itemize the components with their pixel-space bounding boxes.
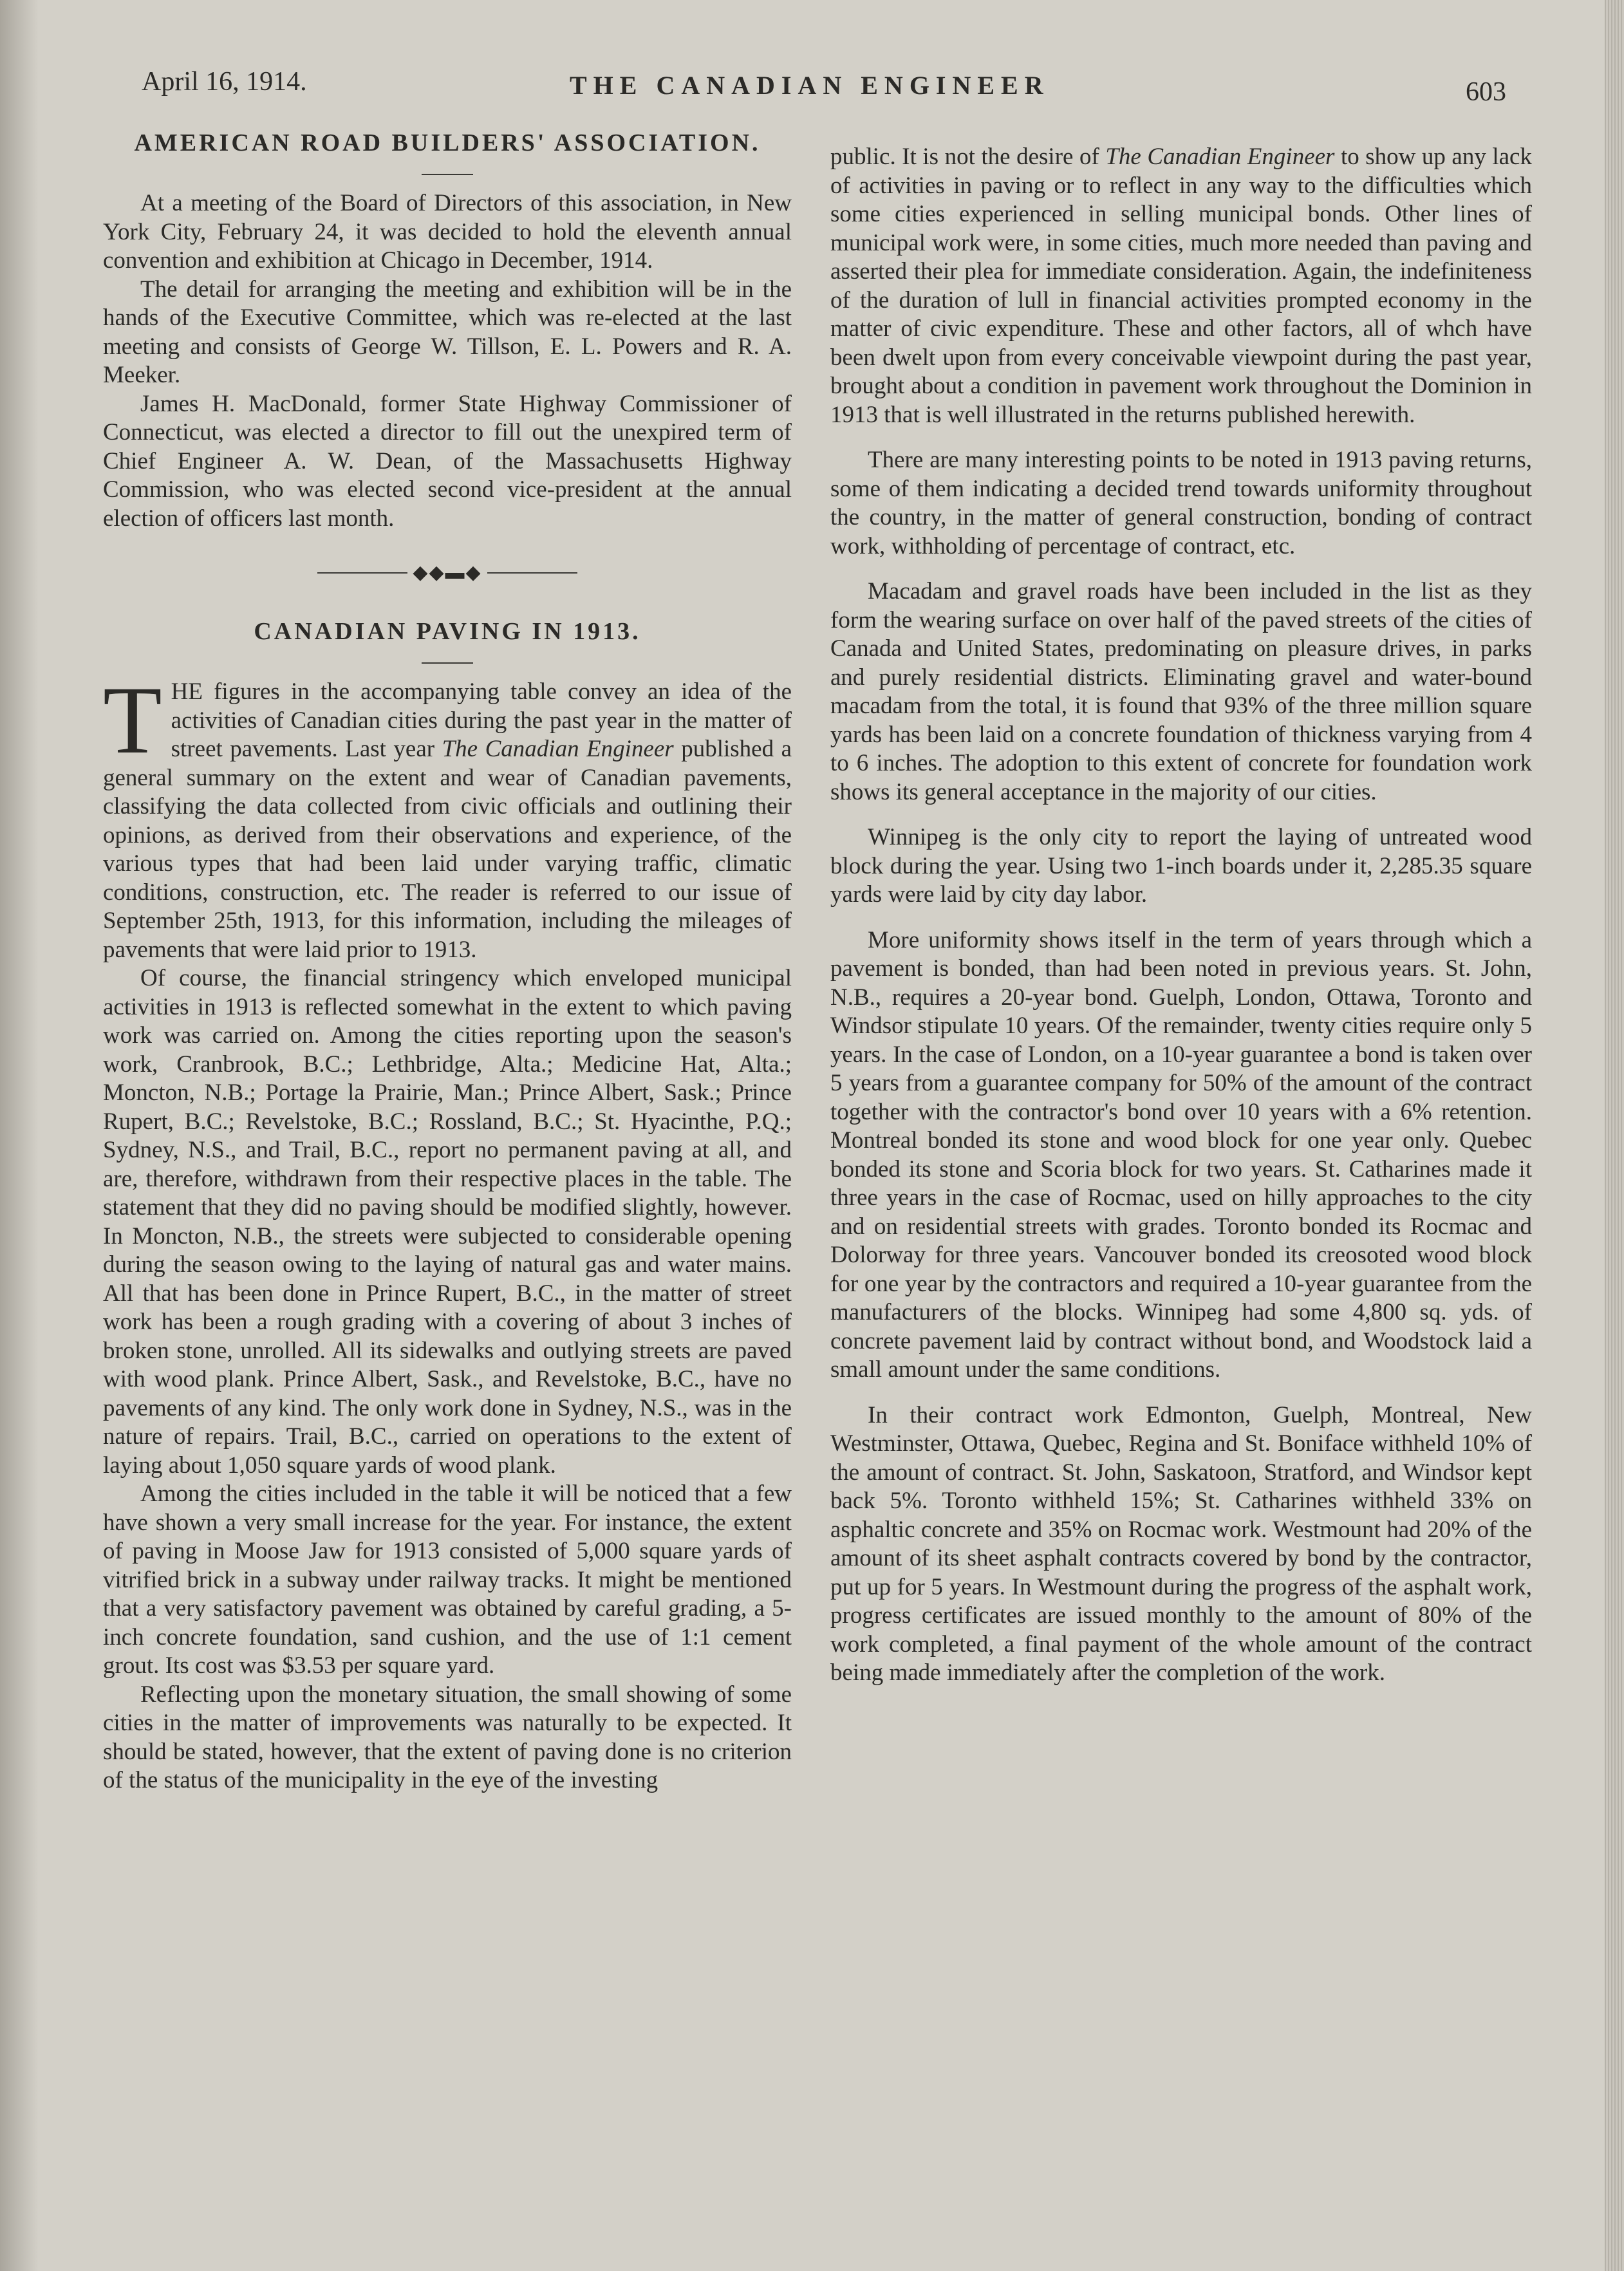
divider-line [487, 572, 577, 574]
article-paragraph: More uniformity shows itself in the term of years through which a pavement is bonded, than had been noted in previous years. St. John, N.B., requires a 20-year bond. Guelph, London, Ottawa, Toronto and Windsor stipulate 10 years. Of the remainder, twenty cities require only 5 years. In the case of London, on a 10-year guarantee a bond is taken over 5 years from a guarantee company for 50% of the amount of the contract together with the contractor's bond over 10 years with a 6% retention. Montreal bonded its stone and wood block for one year only. Quebec bonded its stone and Scoria block for two years. St. Catharines made it three years in the case of Rocmac, used on hilly approaches to the city and on residential streets with grades. Toronto bonded its Rocmac and Dolorway for three years. Vancouver bonded its creosoted wood block for one year by the contractors and required a 10-year guarantee from the manufacturers of the blocks. Winnipeg had some 4,800 sq. yds. of concrete pavement laid by contract without bond, and Woodstock laid a small amount under the same conditions. [830, 926, 1532, 1383]
article-paragraph: James H. MacDonald, former State Highway Commissioner of Connecticut, was elected a director to fill out the unexpired term of Chief Engineer A. W. Dean, of the Massachusetts Highway Commission, who was elected second vice-president at the annual election of officers last month. [103, 390, 792, 532]
article-paragraph: Reflecting upon the monetary situation, the small showing of some cities in the matter of improvements was naturally to be expected. It should be stated, however, that the extent of paving done is no criterion of the status of the municipality in the eye of the investing [103, 1681, 792, 1793]
lead-text-continued: published a general summary on the extent and wear of Canadian pavements, classifying the data collected from civic officials and outlining their opinions, as derived from their observations and experience, of the various types that had been laid under varying traffic, climatic conditions, construction, etc. The reader is referred to our issue of September 25th, 1913, for this information, including the mileages of pavements that were laid prior to 1913. [103, 736, 792, 963]
article-paragraph: Among the cities included in the table it will be noticed that a few have shown a very small increase for the year. For instance, the extent of paving in Moose Jaw for 1913 consisted of 5,000 square yards of vitrified brick in a subway under railway tracks. It might be mentioned that a very satisfactory pavement was obtained by careful grading, a 5-inch concrete foundation, sand cushion, and the use of 1:1 cement grout. Its cost was $3.53 per square yard. [103, 1481, 792, 1679]
article-paragraph: Winnipeg is the only city to report the laying of untreated wood block during the year. Using two 1-inch boards under it, 2,285.35 square yards were laid by city day labor. [830, 824, 1532, 908]
divider-ornament: ◆◆▬◆ [413, 562, 482, 583]
title-rule [422, 662, 473, 664]
article-title-canadian-paving: CANADIAN PAVING IN 1913. [254, 618, 641, 645]
article-paragraph: At a meeting of the Board of Directors of this association, in New York City, February 24, it was decided to hold the eleventh annual convention and exhibition at Chicago in December, 1914. [103, 190, 792, 274]
section-divider [103, 561, 792, 584]
article-paragraph: The detail for arranging the meeting and exhibition will be in the hands of the Executive Committee, which was re-elected at the last meeting and consists of George W. Tillson, E. L. Powers and R. A. Meeker. [103, 276, 792, 388]
article-paragraph: There are many interesting points to be noted in 1913 paving returns, some of them indicating a decided trend towards uniformity throughout the country, in the matter of general construction, bonding of contract work, withholding of percentage of contract, etc. [830, 447, 1532, 559]
right-column [830, 143, 1532, 1688]
divider-line [317, 572, 407, 574]
journal-name-italic: The Canadian Engineer [1105, 144, 1335, 170]
issue-date: April 16, 1914. [142, 67, 307, 97]
article-paragraph: In their contract work Edmonton, Guelph, Montreal, New Westminster, Ottawa, Quebec, Regina and St. Boniface withheld 10% of the amount of contract. St. John, Saskatoon, Stratford, and Windsor kept back 5%. Toronto withheld 15%; St. Catharines withheld 33% on asphaltic concrete and 35% on Rocmac work. Westmount had 20% of the amount of its sheet asphalt contracts covered by bond by the contractor, put up for 5 years. In Westmount during the progress of the asphalt work, progress certificates are issued monthly to the amount of 80% of the work completed, a final payment of the whole amount of the contract being made immediately after the completion of the work. [830, 1401, 1532, 1686]
title-rule [422, 174, 473, 175]
journal-name-italic: The Canadian Engineer [442, 736, 674, 762]
running-header [142, 61, 1545, 113]
journal-title: THE CANADIAN ENGINEER [570, 71, 1050, 100]
continued-text: public. It is not the desire of [830, 144, 1106, 170]
article-lead-paragraph [103, 667, 792, 964]
page-edges [1605, 0, 1624, 2271]
left-column [103, 129, 792, 1795]
binding-shadow [0, 0, 39, 2271]
article-paragraph: Macadam and gravel roads have been included in the list as they form the wearing surface on over half of the paved streets of the cities of Canada and United States, predominating on pleasure drives, in parks and purely residential districts. Eliminating gravel and water-bound macadam from the total, it is found that 93% of the three million square yards has been laid on a concrete foundation of thickness varying from 4 to 6 inches. The adoption to this extent of concrete for foundation work shows its general acceptance in the majority of our cities. [830, 578, 1532, 805]
article-paragraph: Of course, the financial stringency which enveloped municipal activities in 1913 is reflected somewhat in the extent to which paving work was carried on. Among the cities reporting upon the season's work, Cranbrook, B.C.; Lethbridge, Alta.; Medicine Hat, Alta.; Moncton, N.B.; Portage la Prairie, Man.; Prince Albert, Sask.; Prince Rupert, B.C.; Revelstoke, B.C.; Rossland, B.C.; St. Hyacinthe, P.Q.; Sydney, N.S., and Trail, B.C., report no permanent paving at all, and are, therefore, withdrawn from their respective places in the table. The statement that they did no paving should be modified slightly, however. In Moncton, N.B., the streets were subjected to considerable opening during the season owing to the laying of natural gas and water mains. All that has been done in Prince Rupert, B.C., in the matter of street work has been a rough grading with a covering of about 3 inches of broken stone, unrolled. All its sidewalks and outlying streets are paved with wood plank. Prince Albert, Sask., and Revelstoke, B.C., have no pavements of any kind. The only work done in Sydney, N.S., was in the nature of repairs. Trail, B.C., carried on operations to the extent of laying about 1,050 square yards of wood plank. [103, 965, 792, 1479]
drop-cap: T [103, 667, 162, 774]
article-paragraph-continued [830, 143, 1532, 429]
lead-text: HE figures in the accompanying table convey an idea of the activities of Canadian cities during the past year in the matter of street pavements. Last year [171, 678, 792, 762]
page-number: 603 [1466, 77, 1506, 107]
continued-text-rest: to show up any lack of activities in paving or to reflect in any way to the difficulties which some cities experienced in selling municipal bonds. Other lines of municipal work were, in some cities, much more needed than paving and asserted their plea for immediate consideration. Again, the indefiniteness of the duration of lull in financial activities prompted economy in the matter of civic expenditure. These and other factors, all of whch have been dwelt upon from every conceivable viewpoint during the past year, brought about a condition in pavement work throughout the Dominion in 1913 that is well illustrated in the returns published herewith. [830, 144, 1532, 428]
article-title-road-builders: AMERICAN ROAD BUILDERS' ASSOCIATION. [134, 129, 761, 156]
